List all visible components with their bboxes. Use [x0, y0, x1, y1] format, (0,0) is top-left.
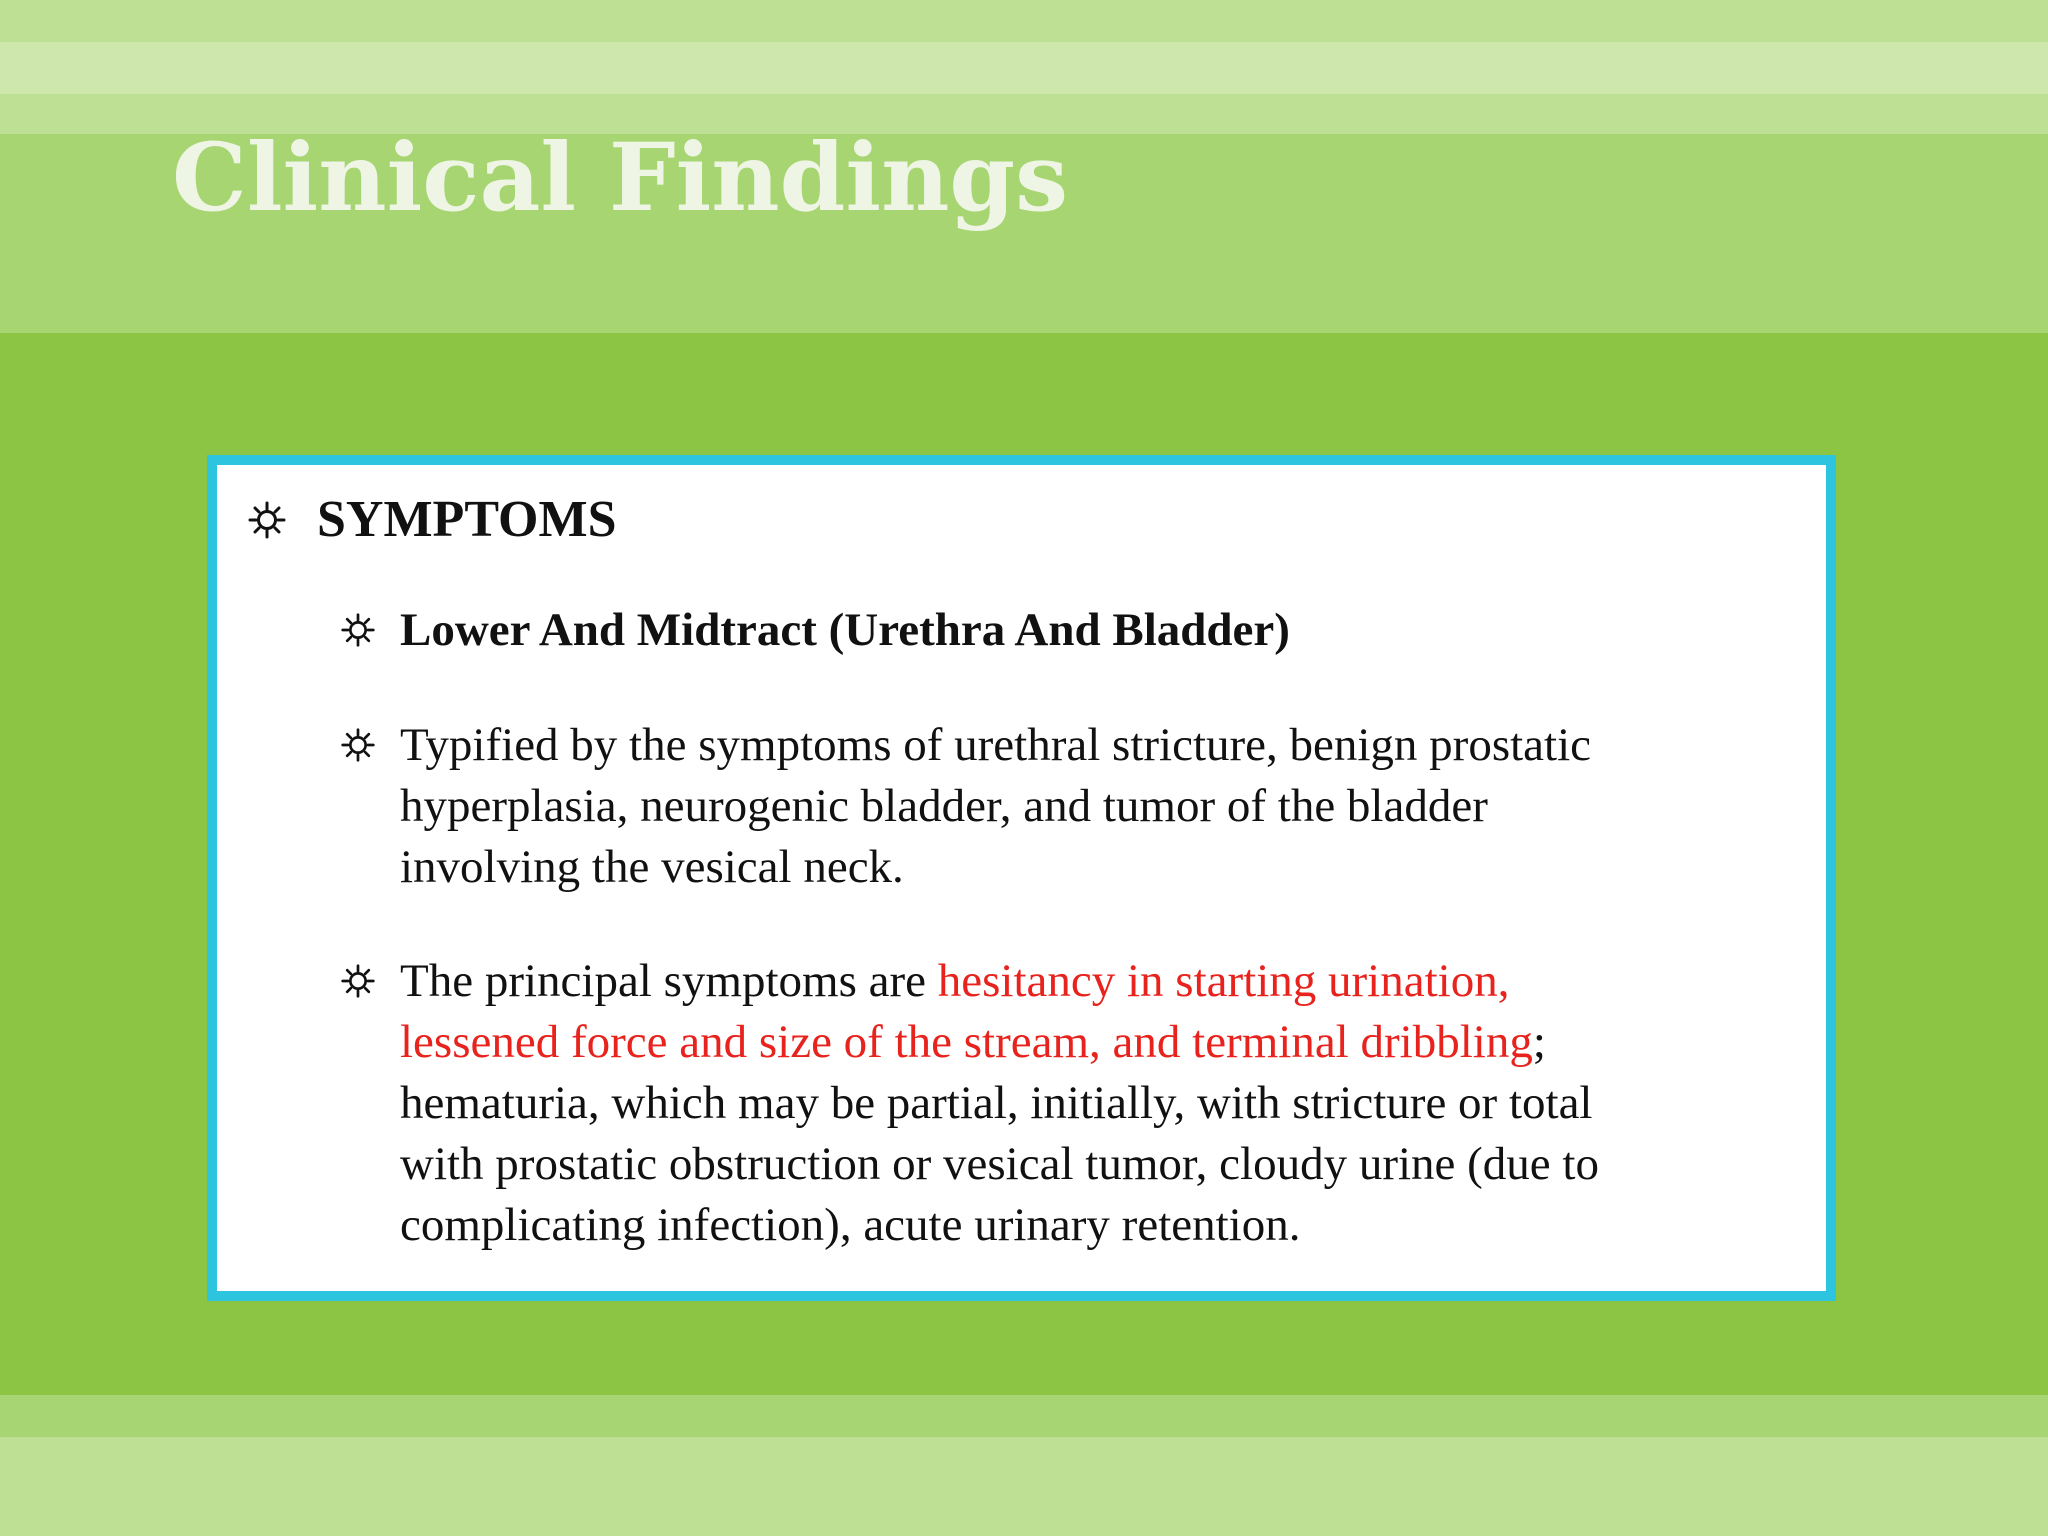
highlighted-symptoms: hesitancy in starting urination, — [937, 955, 1510, 1007]
bottom-stripe-1 — [0, 1395, 2048, 1437]
top-stripe-1 — [0, 0, 2048, 42]
sun-bullet-icon — [340, 612, 376, 648]
paragraph-2-line — [400, 951, 1820, 1012]
paragraph-2-plain-text: The principal symptoms are — [400, 955, 938, 1007]
bottom-stripe-2 — [0, 1437, 2048, 1536]
paragraph-1-line: involving the vesical neck. — [400, 841, 904, 893]
sun-bullet-icon — [340, 727, 376, 763]
paragraph-2-line: complicating infection), acute urinary retention. — [400, 1199, 1301, 1251]
content-box — [207, 455, 1836, 1301]
paragraph-2-plain-text: ; — [1532, 1016, 1546, 1068]
bullet-paragraph-2 — [400, 951, 1820, 1256]
highlighted-symptoms: lessened force and size of the stream, and terminal dribbling — [400, 1016, 1533, 1068]
bullet-heading — [317, 485, 617, 555]
paragraph-2-line: hematuria, which may be partial, initially, with stricture or total — [400, 1077, 1593, 1129]
bullet-paragraph-1 — [400, 715, 1820, 898]
paragraph-2-line — [400, 1012, 1820, 1073]
slide-title: Clinical Findings — [172, 123, 1069, 233]
top-stripe-2 — [0, 42, 2048, 94]
sub-heading-text: Lower And Midtract (Urethra And Bladder) — [400, 604, 1290, 656]
paragraph-2-line: with prostatic obstruction or vesical tumor, cloudy urine (due to — [400, 1138, 1599, 1190]
bullet-sub-heading — [400, 600, 1820, 661]
paragraph-1-line: Typified by the symptoms of urethral stricture, benign prostatic — [400, 719, 1592, 771]
sun-bullet-icon — [247, 500, 287, 540]
paragraph-1-line: hyperplasia, neurogenic bladder, and tumor of the bladder — [400, 780, 1488, 832]
sun-bullet-icon — [340, 963, 376, 999]
symptoms-heading: SYMPTOMS — [317, 491, 617, 548]
